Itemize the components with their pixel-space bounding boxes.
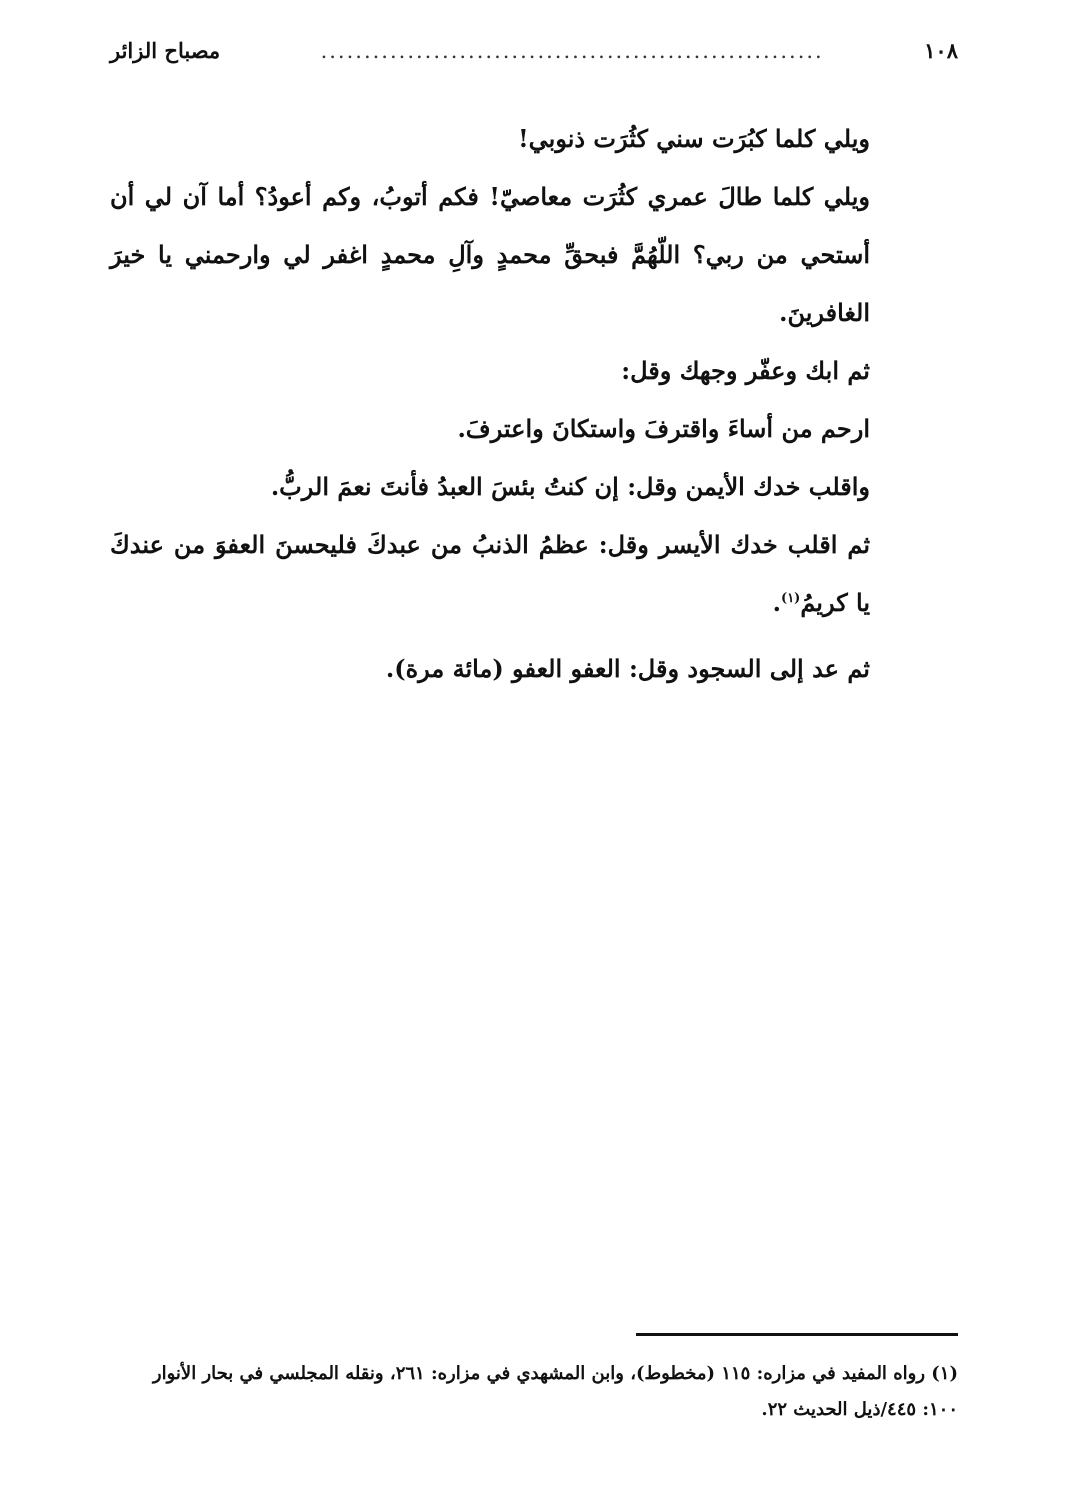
paragraph-4: ارحم من أساءَ واقترفَ واستكانَ واعترفَ. [457,414,870,443]
page-header [110,38,958,78]
footnote-marker: (١) [781,591,801,606]
paragraph-6-text: ثم اقلب خدك الأيسر وقل: عظمُ الذنبُ من عبدكَ فليحسنَ العفوَ من عندكَ يا كريمُ [110,530,870,617]
paragraph-3: ثم ابك وعفّر وجهك وقل: [621,356,870,385]
footnote [110,1356,958,1428]
footnote-divider [636,1333,958,1336]
paragraph-5: واقلب خدك الأيمن وقل: إن كنتُ بئسَ العبدُ فأنتَ نعمَ الربُّ. [270,472,870,501]
paragraph-7: ثم عد إلى السجود وقل: العفو العفو (مائة مرة). [385,654,870,683]
running-title: مصباح الزائر [110,38,221,63]
main-text [110,110,958,698]
paragraph-6 [110,516,958,632]
document-page [110,38,958,1478]
page-number: ١٠٨ [924,38,958,63]
paragraph-2: ويلي كلما طالَ عمري كثُرَت معاصيّ! فكم أتوبُ، وكم أعودُ؟ أما آن لي أن أستحي من ربي؟ اللّهُمَّ فبحقِّ محمدٍ وآلِ محمدٍ اغفر لي وارحمني يا خيرَ الغافرينَ. [110,182,870,327]
paragraph-6-end: . [772,588,782,617]
header-leader-dots: .......................................................... [320,39,824,63]
footnote-line-2: ١٠٠: ٤٤٥/ذيل الحديث ٢٢. [761,1399,958,1420]
paragraph-1: ويلي كلما كبُرَت سني كثُرَت ذنوبي! [518,124,870,153]
footnote-line-1: (١) رواه المفيد في مزاره: ١١٥ (مخطوط)، وابن المشهدي في مزاره: ٢٦١، ونقله المجلسي في بحار الأنوار [152,1363,958,1384]
